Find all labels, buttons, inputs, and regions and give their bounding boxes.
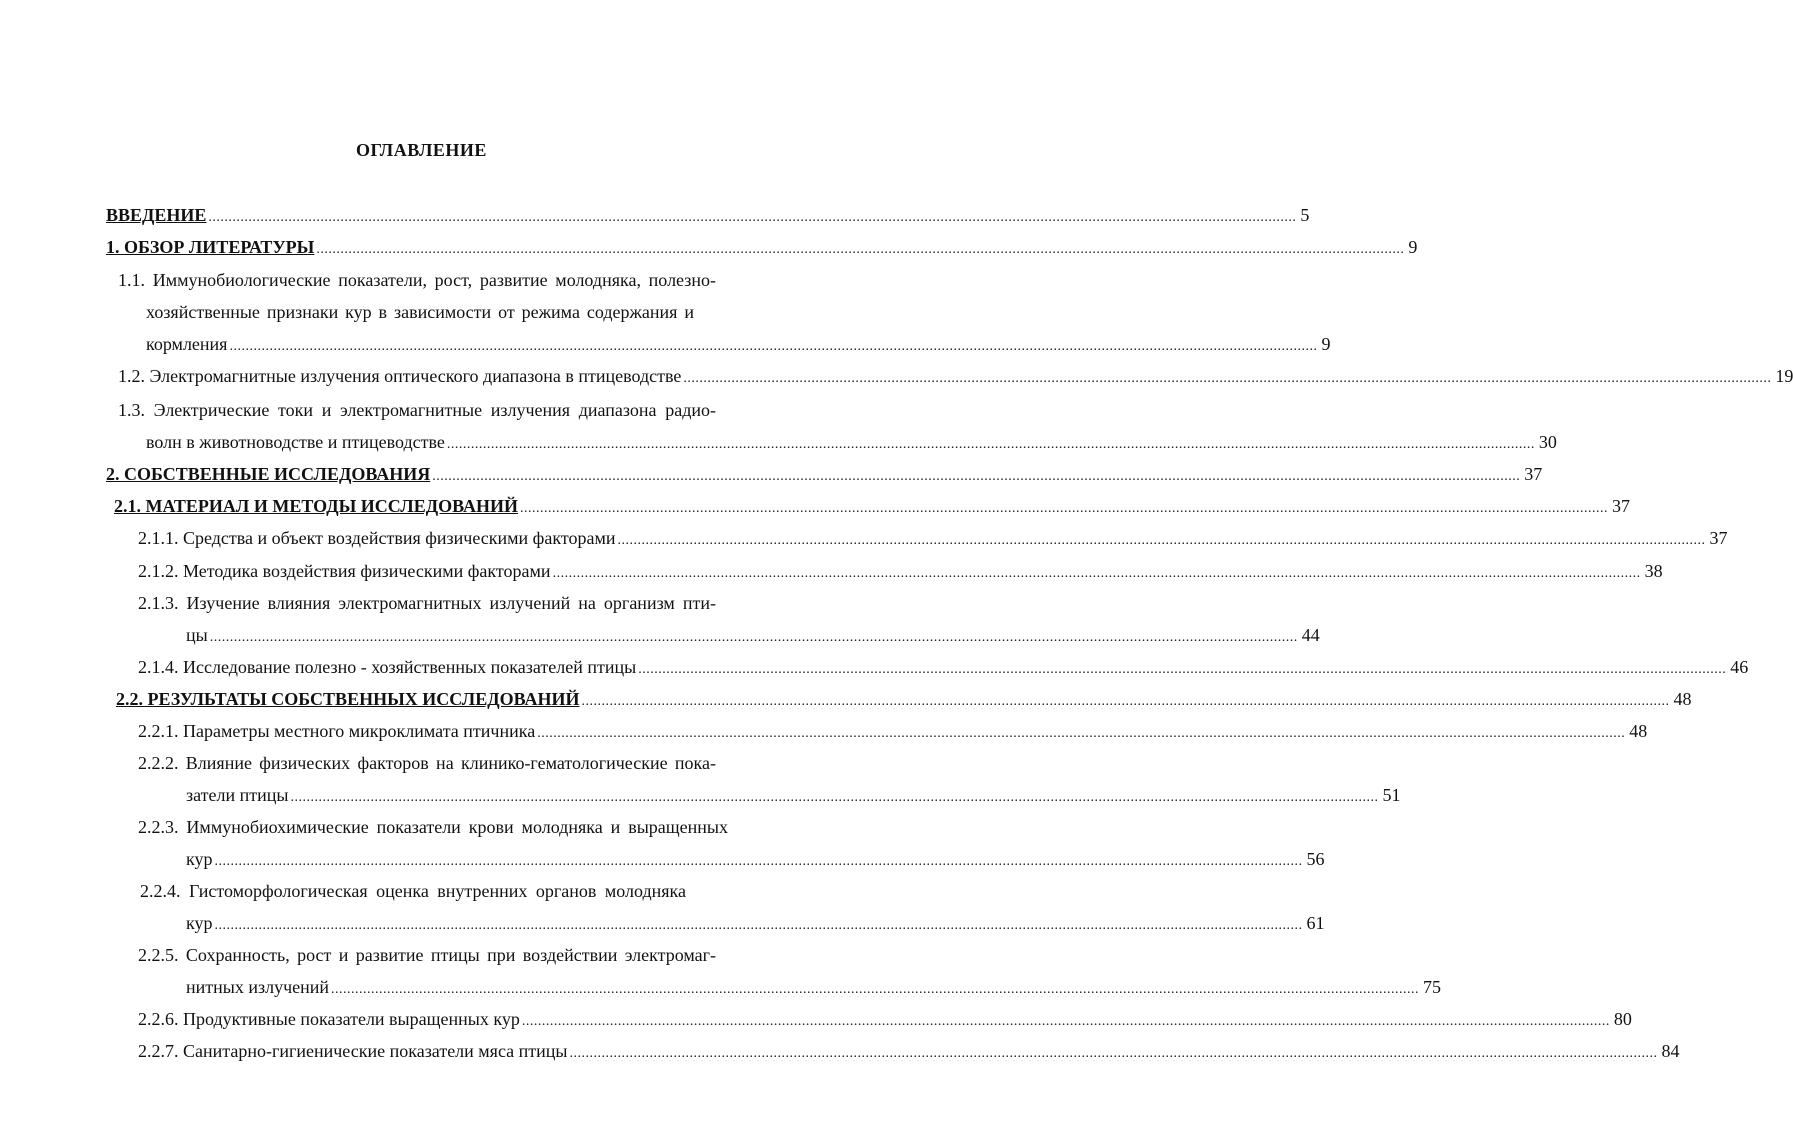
toc-entry-2-2-5-line1: 2.2.5. Сохранность, рост и развитие птицы при воздействии электромаг- — [138, 945, 716, 965]
dot-leader: ................................................................................................................................................................................................................................................................................ — [432, 469, 1521, 484]
toc-entry-page: 44 — [1301, 625, 1320, 645]
toc-entry-page: 37 — [1611, 496, 1630, 516]
dot-leader: ................................................................................................................................................................................................................................................................................ — [214, 854, 1303, 869]
dot-leader: ................................................................................................................................................................................................................................................................................ — [537, 726, 1626, 741]
dot-leader: ................................................................................................................................................................................................................................................................................ — [581, 694, 1670, 709]
toc-entry-introduction — [106, 201, 1310, 229]
toc-entry-page: 19 — [1775, 366, 1793, 386]
toc-entry-2-2-3 — [186, 845, 1325, 873]
dot-leader: ................................................................................................................................................................................................................................................................................ — [519, 501, 1608, 516]
toc-entry-2-1 — [114, 492, 1630, 520]
toc-entry-2-2 — [116, 685, 1692, 713]
toc-entry-page: 30 — [1538, 432, 1557, 452]
dot-leader: ................................................................................................................................................................................................................................................................................ — [214, 918, 1303, 933]
toc-entry-2-1-1 — [138, 524, 1728, 552]
toc-entry-page: 46 — [1730, 657, 1749, 677]
toc-entry-label: кормления — [146, 334, 228, 354]
toc-entry-2-2-2 — [186, 781, 1401, 809]
toc-entry-page: 9 — [1321, 334, 1331, 354]
toc-entry-2-1-3-line1: 2.1.3. Изучение влияния электромагнитных излучений на организм пти- — [138, 593, 716, 613]
toc-entry-page: 48 — [1629, 721, 1648, 741]
toc-entry-page: 37 — [1524, 464, 1543, 484]
toc-entry-2-2-2-line1: 2.2.2. Влияние физических факторов на клинико-гематологические пока- — [138, 753, 716, 773]
toc-entry-2-2-4-line1: 2.2.4. Гистоморфологическая оценка внутренних органов молодняка — [140, 881, 686, 901]
dot-leader: ................................................................................................................................................................................................................................................................................ — [552, 566, 1641, 581]
toc-entry-page: 5 — [1300, 205, 1310, 225]
toc-entry-page: 38 — [1644, 561, 1663, 581]
toc-entry-label: ВВЕДЕНИЕ — [106, 205, 207, 225]
toc-entry-own-research — [106, 460, 1543, 488]
dot-leader: ................................................................................................................................................................................................................................................................................ — [683, 371, 1772, 386]
toc-entry-page: 61 — [1306, 913, 1325, 933]
toc-entry-2-2-3-line1: 2.2.3. Иммунобиохимические показатели крови молодняка и выращенных — [138, 817, 728, 837]
toc-entry-2-2-4 — [186, 909, 1325, 937]
toc-entry-page: 80 — [1613, 1009, 1632, 1029]
toc-entry-label: 2.2.7. Санитарно-гигиенические показатели мяса птицы — [138, 1041, 568, 1061]
dot-leader: ................................................................................................................................................................................................................................................................................ — [331, 982, 1420, 997]
dot-leader: ................................................................................................................................................................................................................................................................................ — [209, 630, 1298, 645]
dot-leader: ................................................................................................................................................................................................................................................................................ — [229, 339, 1318, 354]
toc-entry-2-2-5 — [186, 973, 1442, 1001]
toc-entry-2-1-3 — [186, 621, 1320, 649]
toc-entry-label: 2.1.4. Исследование полезно - хозяйственных показателей птицы — [138, 657, 637, 677]
toc-entry-label: 2.2.1. Параметры местного микроклимата птичника — [138, 721, 536, 741]
toc-entry-page: 51 — [1382, 785, 1401, 805]
toc-entry-2-2-1 — [138, 717, 1648, 745]
toc-entry-label: 2.2.6. Продуктивные показатели выращенных кур — [138, 1009, 520, 1029]
toc-entry-2-2-6 — [138, 1005, 1632, 1033]
toc-entry-label: 1.2. Электромагнитные излучения оптического диапазона в птицеводстве — [118, 366, 682, 386]
toc-entry-page: 75 — [1423, 977, 1442, 997]
toc-entry-page: 84 — [1661, 1041, 1680, 1061]
toc-entry-1-1-line2: хозяйственные признаки кур в зависимости от режима содержания и — [146, 302, 694, 322]
toc-entry-label: кур — [186, 849, 213, 869]
toc-entry-label: 2.1.1. Средства и объект воздействия физическими факторами — [138, 528, 616, 548]
toc-entry-label: кур — [186, 913, 213, 933]
toc-entry-1-3-line1: 1.3. Электрические токи и электромагнитные излучения диапазона радио- — [118, 400, 716, 420]
toc-entry-2-1-2 — [138, 557, 1663, 585]
toc-entry-page: 37 — [1709, 528, 1728, 548]
toc-entry-label: 1. ОБЗОР ЛИТЕРАТУРЫ — [106, 237, 315, 257]
toc-entry-label: 2. СОБСТВЕННЫЕ ИССЛЕДОВАНИЯ — [106, 464, 431, 484]
toc-entry-2-2-7 — [138, 1037, 1680, 1065]
toc-entry-label: 2.2. РЕЗУЛЬТАТЫ СОБСТВЕННЫХ ИССЛЕДОВАНИЙ — [116, 689, 580, 709]
toc-entry-1-3 — [146, 428, 1557, 456]
toc-entry-1-1 — [146, 330, 1331, 358]
dot-leader: ................................................................................................................................................................................................................................................................................ — [208, 210, 1297, 225]
toc-entry-label: 2.1.2. Методика воздействия физическими факторами — [138, 561, 551, 581]
toc-entry-label: цы — [186, 625, 208, 645]
dot-leader: ................................................................................................................................................................................................................................................................................ — [290, 790, 1379, 805]
toc-entry-2-1-4 — [138, 653, 1749, 681]
toc-entry-label: волн в животноводстве и птицеводстве — [146, 432, 445, 452]
toc-entry-label: затели птицы — [186, 785, 289, 805]
toc-entry-page: 48 — [1673, 689, 1692, 709]
page-title: ОГЛАВЛЕНИЕ — [356, 140, 487, 160]
toc-entry-label: нитных излучений — [186, 977, 330, 997]
dot-leader: ................................................................................................................................................................................................................................................................................ — [316, 242, 1405, 257]
dot-leader: ................................................................................................................................................................................................................................................................................ — [569, 1046, 1658, 1061]
dot-leader: ................................................................................................................................................................................................................................................................................ — [638, 662, 1727, 677]
toc-entry-page: 56 — [1306, 849, 1325, 869]
dot-leader: ................................................................................................................................................................................................................................................................................ — [521, 1014, 1610, 1029]
toc-entry-page: 9 — [1408, 237, 1418, 257]
toc-entry-label: 2.1. МАТЕРИАЛ И МЕТОДЫ ИССЛЕДОВАНИЙ — [114, 496, 518, 516]
toc-entry-1-1-line1: 1.1. Иммунобиологические показатели, рост, развитие молодняка, полезно- — [118, 270, 716, 290]
dot-leader: ................................................................................................................................................................................................................................................................................ — [446, 437, 1535, 452]
toc-entry-literature-review — [106, 233, 1418, 261]
dot-leader: ................................................................................................................................................................................................................................................................................ — [617, 533, 1706, 548]
toc-entry-1-2 — [118, 362, 1793, 390]
